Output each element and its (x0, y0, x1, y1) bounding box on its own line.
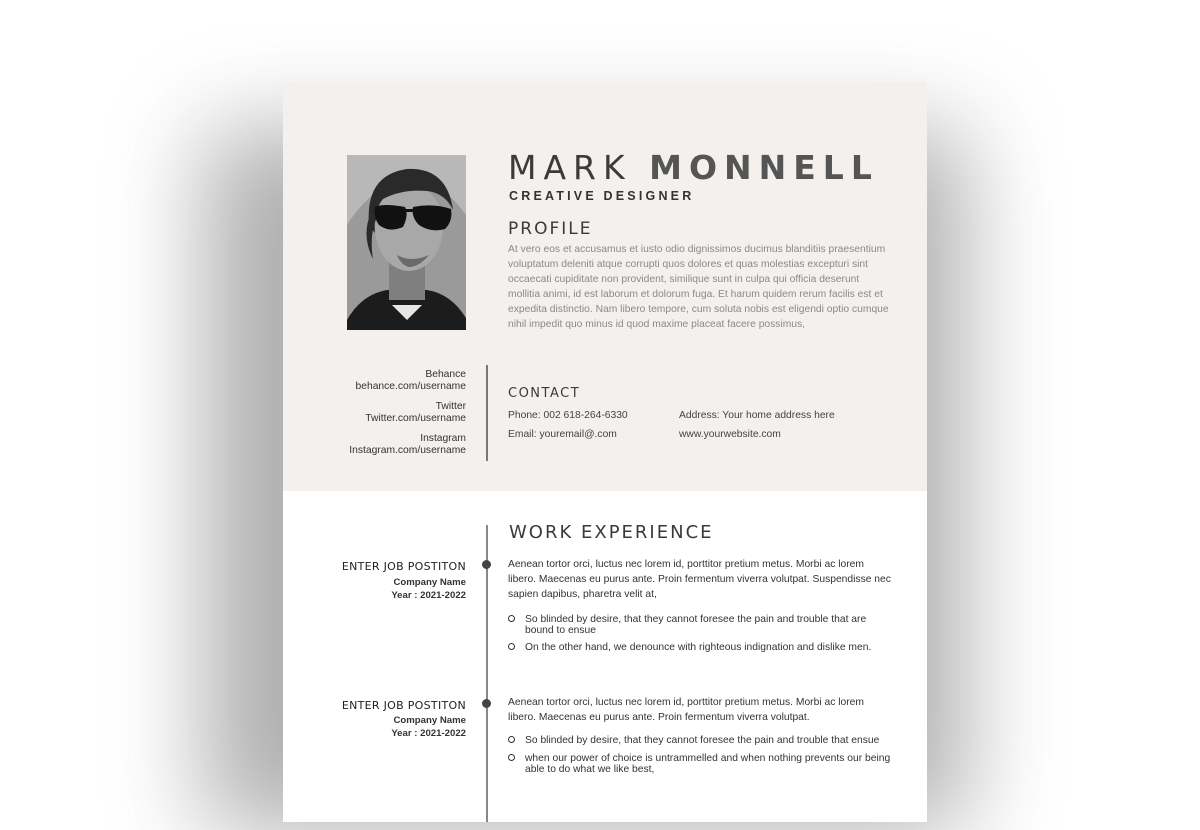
contact-phone[interactable]: Phone: 002 618-264-6330 (508, 410, 628, 421)
bullet-item: when our power of choice is untrammelled and when nothing prevents our being able to do what we like best, (508, 753, 893, 775)
timeline-dot (482, 560, 491, 569)
timeline-line (486, 525, 488, 822)
contact-address: Address: Your home address here (679, 410, 835, 421)
job-years: Year : 2021-2022 (391, 728, 466, 739)
job-description: Aenean tortor orci, luctus nec lorem id, porttitor pretium metus. Morbi ac lorem libero. Maecenas eu purus ante. Proin fermentum viverra volutpat. (508, 697, 864, 723)
portrait-image (347, 155, 466, 330)
resume-page (283, 82, 927, 822)
job-years: Year : 2021-2022 (391, 590, 466, 601)
last-name: MONNELL (649, 148, 879, 187)
social-label: Instagram (420, 433, 466, 444)
contact-email[interactable]: Email: youremail@.com (508, 429, 617, 440)
social-link[interactable]: behance.com/username (355, 381, 466, 392)
job-meta (323, 576, 466, 602)
bullet-item: So blinded by desire, that they cannot foresee the pain and trouble that are bound to ensue (508, 614, 893, 636)
timeline-dot (482, 699, 491, 708)
social-instagram (323, 433, 466, 457)
contact-website[interactable]: www.yourwebsite.com (679, 429, 781, 440)
profile-text: At vero eos et accusamus et iusto odio dignissimos ducimus blanditiis praesentium voluptatum deleniti atque corrupti quos dolores et quas molestias excepturi sint occaecati cupiditate non provident, similique sunt in culpa qui officia deserunt mollitia animi, id est laborum et dolorum fuga. Et harum quidem rerum facilis est et expedita distinctio. Nam libero tempore, cum soluta nobis est eligendi optio cumque nihil impedit quo minus id quod maxime placeat facere possimus, (508, 244, 889, 330)
contact-heading: CONTACT (508, 386, 581, 401)
social-link[interactable]: Instagram.com/username (349, 445, 466, 456)
bullet-item: On the other hand, we denounce with righteous indignation and dislike men. (508, 642, 893, 653)
social-label: Behance (425, 369, 466, 380)
job-bullets (508, 614, 893, 653)
job-role: CREATIVE DESIGNER (509, 189, 695, 203)
social-twitter (323, 401, 466, 425)
social-label: Twitter (435, 401, 466, 412)
company-name: Company Name (393, 715, 466, 726)
job-meta (323, 714, 466, 740)
profile-photo (347, 155, 466, 330)
job-title: ENTER JOB POSTITON (341, 699, 466, 712)
job-bullets (508, 735, 893, 775)
work-experience-heading: WORK EXPERIENCE (509, 522, 714, 543)
candidate-name (508, 148, 879, 187)
company-name: Company Name (393, 577, 466, 588)
first-name: MARK (508, 148, 632, 187)
bullet-item: So blinded by desire, that they cannot foresee the pain and trouble that ensue (508, 735, 893, 746)
profile-heading: PROFILE (508, 219, 593, 239)
social-behance (323, 369, 466, 393)
job-description: Aenean tortor orci, luctus nec lorem id, porttitor pretium metus. Morbi ac lorem libero. Maecenas eu purus ante. Proin fermentum viverra volutpat. Suspendisse nec sapien dapibus, pharetra velit at, (508, 559, 891, 600)
contact-divider (486, 365, 488, 461)
social-link[interactable]: Twitter.com/username (365, 413, 466, 424)
job-title: ENTER JOB POSTITON (341, 560, 466, 573)
